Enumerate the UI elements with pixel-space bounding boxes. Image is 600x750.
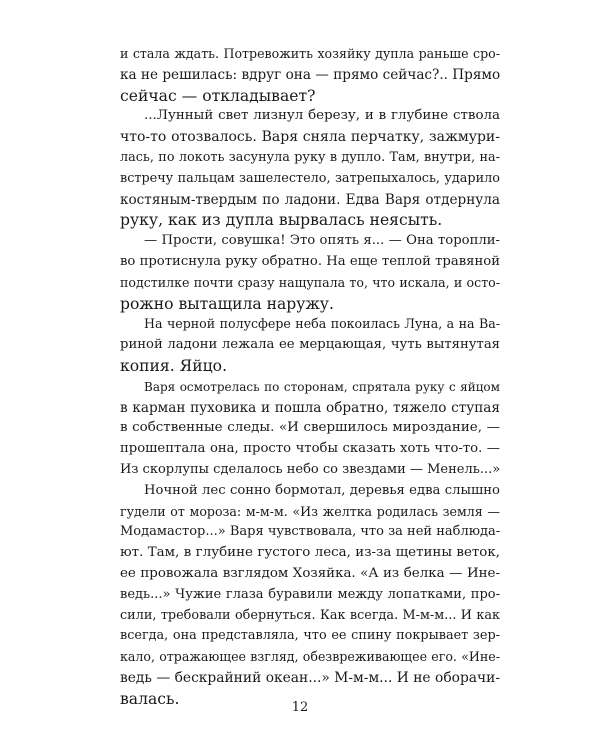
text-line: копия. Яйцо. (120, 356, 228, 375)
text-line: кало, отражающее взгляд, обезвреживающее его. «Ине- (120, 649, 500, 665)
text-line: во протиснула руку обратно. На еще теплой травяной (120, 253, 500, 269)
body-text (120, 44, 500, 710)
text-line: сейчас — откладывает? (120, 86, 316, 105)
text-line: ведь...» Чужие глаза буравили между лопатками, про- (120, 586, 500, 602)
text-line: подстилке почти сразу нащупала то, что искала, и осто- (120, 274, 500, 290)
text-line: Модамастор...» Варя чувствовала, что за ней наблюда- (120, 524, 501, 540)
text-line: ка не решилась: вдруг она — прямо сейчас?.. Прямо (120, 66, 501, 83)
page-number: 12 (291, 700, 309, 715)
text-line: валась. (120, 689, 180, 708)
text-line: сили, требовали обернуться. Как всегда. М-м-м... И как (120, 607, 500, 623)
text-line: и стала ждать. Потревожить хозяйку дупла раньше сро- (120, 46, 500, 61)
text-line: Из скорлупы сделалось небо со звездами — Менель...» (120, 461, 501, 477)
text-line: лась, по локоть засунула руку в дупло. Там, внутри, на- (120, 149, 500, 165)
text-line: прошептала она, просто чтобы сказать хоть что-то. — (120, 441, 500, 457)
text-line: костяным-твердым по ладони. Едва Варя отдернула (120, 191, 500, 208)
text-line: ...Лунный свет лизнул березу, и в глубине ствола (144, 108, 500, 124)
text-line: Ночной лес сонно бормотал, деревья едва слышно (144, 482, 500, 498)
text-line: ведь — бескрайний океан...» М-м-м... И не оборачи- (120, 669, 500, 686)
text-line: ее провожала взглядом Хозяйка. «А из белка — Ине- (120, 565, 500, 581)
text-line: в собственные следы. «И свершилось мироздание, — (120, 420, 500, 436)
text-line: Варя осмотрелась по сторонам, спрятала руку с яйцом (144, 379, 500, 394)
text-line: ют. Там, в глубине густого леса, из-за щетины веток, (120, 545, 500, 561)
text-line: На черной полусфере неба покоилась Луна, а на Ва- (144, 316, 500, 332)
text-line: всегда, она представляла, что ее спину покрывает зер- (120, 628, 500, 644)
text-line: риной ладони лежала ее мерцающая, чуть вытянутая (120, 337, 500, 353)
text-line: руку, как из дупла вырвалась неясыть. (120, 211, 443, 230)
text-line: что-то отозвалось. Варя сняла перчатку, зажмури- (120, 129, 500, 146)
text-line: встречу пальцам зашелестело, затрепыхалось, ударило (120, 170, 500, 186)
text-line: рожно вытащила наружу. (120, 294, 334, 313)
text-line: гудели от мороза: м-м-м. «Из желтка родилась земля — (120, 503, 500, 519)
text-line: — Прости, совушка! Это опять я... — Она торопли- (144, 233, 500, 249)
text-line: в карман пуховика и пошла обратно, тяжело ступая (120, 399, 500, 416)
